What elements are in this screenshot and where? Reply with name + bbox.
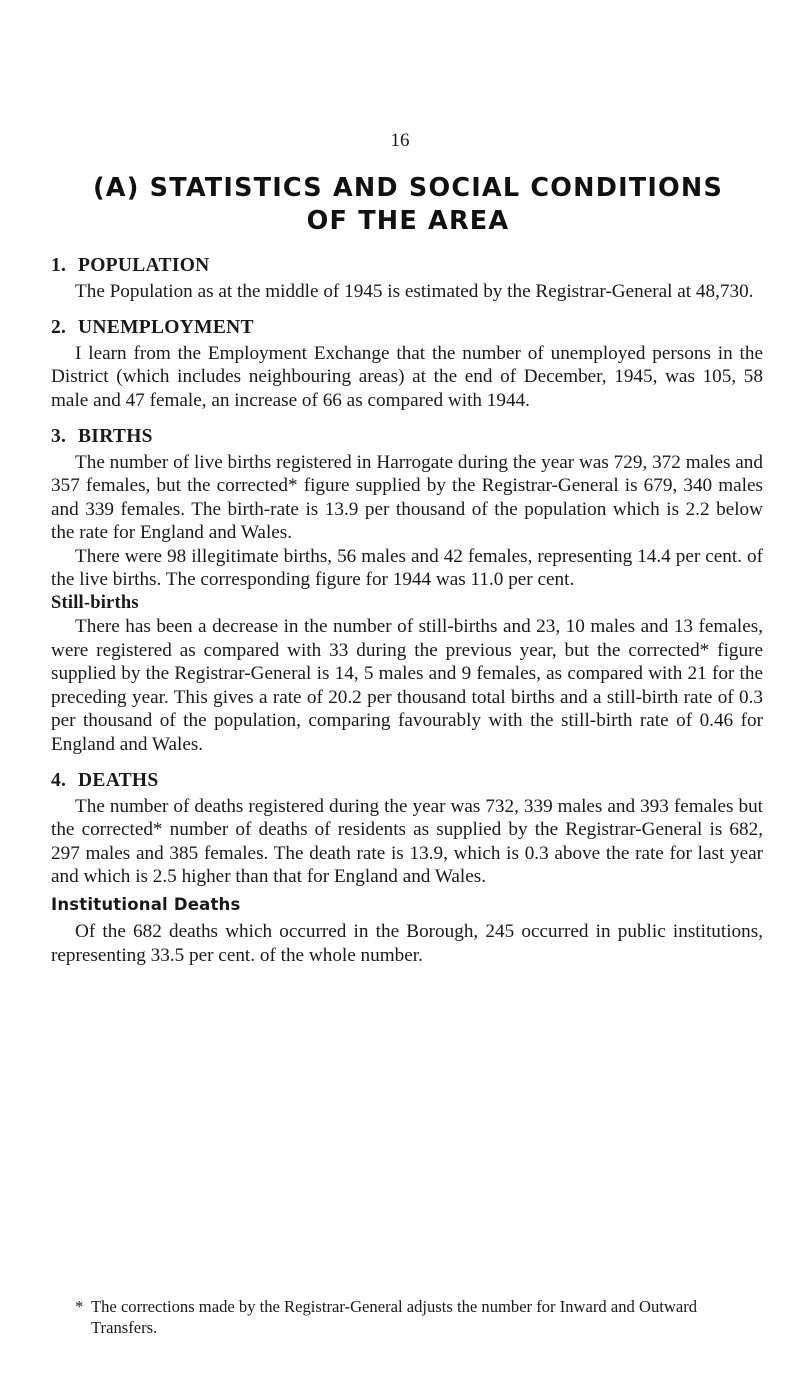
footnote — [75, 1296, 755, 1338]
section-number: 1. — [51, 255, 67, 276]
section-population — [51, 254, 763, 303]
paragraph: Of the 682 deaths which occurred in the Borough, 245 occurred in public institutions, representing 33.5 per cent. of the whole number. — [51, 921, 763, 966]
section-title: UNEMPLOYMENT — [78, 317, 254, 338]
paragraph: The Population as at the middle of 1945 is estimated by the Registrar-General at 48,730. — [75, 280, 754, 302]
footnote-marker: * — [75, 1297, 84, 1316]
title-line-2: OF THE AREA — [306, 206, 510, 236]
paragraph: There were 98 illegitimate births, 56 males and 42 females, representing 14.4 per cent. of the live births. The corresponding figure for 1944 was 11.0 per cent. — [51, 545, 763, 590]
paragraph: I learn from the Employment Exchange that the number of unemployed persons in the District (which includes neighbouring areas) at the end of December, 1945, was 105, 58 male and 47 female, an increase of 66 as compared with 1944. — [51, 342, 763, 411]
page-number: 16 — [390, 130, 410, 151]
section-number: 4. — [51, 770, 67, 791]
sub-heading-still-births: Still-births — [51, 592, 139, 613]
section-number: 2. — [51, 317, 67, 338]
section-deaths — [51, 769, 763, 967]
paragraph: The number of live births registered in Harrogate during the year was 729, 372 males and 357 females, but the corrected* figure supplied by the Registrar-General is 679, 340 males and 339 females. The birth-rate is 13.9 per thousand of the population which is 2.2 below the rate for England and Wales. — [51, 451, 763, 543]
section-title: DEATHS — [78, 770, 159, 791]
section-number: 3. — [51, 426, 67, 447]
document-body — [51, 254, 763, 967]
section-unemployment — [51, 316, 763, 412]
section-heading-deaths — [51, 769, 763, 793]
section-births — [51, 425, 763, 756]
section-heading-births — [51, 425, 763, 449]
section-title: BIRTHS — [78, 426, 153, 447]
footnote-text: The corrections made by the Registrar-General adjusts the number for Inward and Outward Transfers. — [91, 1297, 698, 1337]
sub-heading-institutional-deaths: Institutional Deaths — [51, 894, 241, 914]
section-heading-population — [51, 254, 763, 278]
page-title — [50, 172, 766, 238]
section-title: POPULATION — [78, 255, 210, 276]
paragraph: The number of deaths registered during the year was 732, 339 males and 393 females but the corrected* number of deaths of residents as supplied by the Registrar-General is 682, 297 males and 385 females. The death rate is 13.9, which is 0.3 above the rate for last year and which is 2.5 higher than that for England and Wales. — [51, 795, 763, 887]
title-line-1: (A) STATISTICS AND SOCIAL CONDITIONS — [92, 173, 724, 203]
section-heading-unemployment — [51, 316, 763, 340]
paragraph: There has been a decrease in the number of still-births and 23, 10 males and 13 females, were registered as compared with 33 during the previous year, but the corrected* figure supplied by the Registrar-General is 14, 5 males and 9 females, as compared with 21 for the preceding year. This gives a rate of 20.2 per thousand total births and a still-birth rate of 0.3 per thousand of the population, comparing favourably with the still-birth rate of 0.46 for England and Wales. — [51, 616, 763, 755]
